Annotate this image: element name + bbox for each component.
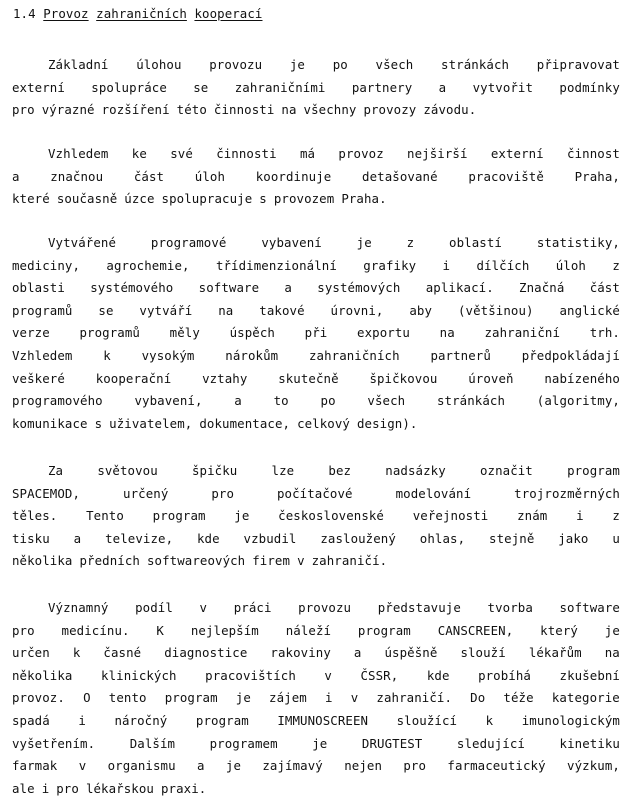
text-line [12, 687, 620, 709]
word: závodu. [423, 102, 477, 118]
word: Do [470, 690, 486, 706]
word: vybavení, [134, 393, 203, 409]
word: farmak [12, 758, 58, 774]
word: Dalším [129, 735, 176, 751]
word: zahraničními [234, 79, 326, 95]
word: Značná [519, 280, 565, 296]
word: softwareových [146, 553, 246, 569]
word: počítačové [277, 485, 353, 501]
text-line [12, 778, 206, 800]
text-line [48, 143, 620, 165]
word: předních [79, 553, 140, 569]
word: i [576, 508, 584, 524]
word: spolupracuje [161, 191, 253, 207]
word: vybavení [261, 235, 322, 250]
word: a [234, 393, 242, 409]
word: úlohou [136, 57, 182, 72]
word: i [442, 257, 451, 273]
word: všech [375, 57, 414, 72]
word: komunikace [12, 415, 88, 431]
word: zajímavý [262, 758, 323, 774]
text-line [12, 368, 620, 390]
word: partnery [351, 79, 413, 95]
text-line [12, 390, 620, 412]
word: program [357, 622, 411, 638]
word: farmaceutický [447, 758, 546, 774]
section-heading [13, 6, 263, 21]
word: diagnostice [164, 645, 248, 661]
word: program [567, 463, 620, 478]
word: design). [356, 415, 418, 431]
text-line [12, 483, 620, 505]
word: nejširší [407, 146, 468, 161]
word: kooperační [95, 370, 172, 386]
word: současně [56, 191, 118, 207]
word: i [78, 713, 86, 728]
word: pro [403, 758, 427, 774]
text-line [48, 597, 620, 619]
word: stejně [489, 530, 535, 546]
text-line [48, 460, 620, 482]
text-line [12, 77, 620, 99]
word: těles. [12, 508, 58, 524]
text-line [12, 322, 620, 344]
word: úrovni, [330, 302, 384, 318]
word: část [589, 280, 620, 296]
word: je [235, 690, 251, 706]
word: externí [12, 79, 65, 95]
word: ale [12, 780, 35, 796]
word: úroveň [468, 370, 514, 386]
word: z [406, 235, 415, 250]
word: časné [103, 645, 142, 661]
word: ohlas, [419, 530, 466, 546]
word: u [612, 530, 620, 546]
section-number: 1.4 [13, 6, 36, 21]
word: O [83, 690, 91, 706]
word: dílčích [476, 257, 530, 273]
word: praxi. [160, 780, 207, 796]
word: vytváří [139, 302, 193, 318]
word: Významný [48, 600, 109, 615]
word: trojrozměrných [514, 485, 620, 501]
word: celkový [297, 415, 350, 431]
text-line [12, 99, 476, 121]
word: programové [150, 235, 227, 250]
word: z [612, 257, 620, 273]
word: provoz [338, 146, 384, 161]
word: je [289, 57, 305, 72]
word: nejlepším [190, 622, 259, 638]
text-line [12, 710, 620, 732]
word: programem [209, 735, 278, 751]
word: programového [12, 393, 103, 409]
word: zahraniční [484, 325, 561, 341]
word: podíl [135, 600, 173, 615]
text-line [12, 642, 620, 664]
word: špičkovou [369, 370, 438, 386]
word: při [304, 325, 328, 341]
word: tvorba [487, 600, 533, 615]
word: špičku [191, 463, 238, 478]
word: skutečně [278, 370, 339, 386]
word: uživatelem, [109, 415, 193, 431]
word: sledující [456, 735, 525, 751]
word: nejen [344, 758, 383, 774]
word: koordinuje [255, 168, 332, 184]
word: část [133, 168, 165, 184]
word: modelování [395, 485, 472, 501]
word: program [152, 508, 206, 524]
word: systémových [317, 280, 401, 296]
word: po [320, 393, 336, 409]
word: je [225, 758, 242, 774]
word: CANSCREEN, [437, 622, 514, 638]
word: podmínky [559, 79, 620, 95]
word: označit [479, 463, 533, 478]
word: úspěšně [384, 645, 438, 661]
word: se [193, 79, 209, 95]
word: činnosti [216, 146, 277, 161]
word: na [218, 302, 234, 318]
word: pro [211, 485, 235, 501]
word: československé [278, 508, 384, 524]
word: trh. [589, 325, 620, 341]
word: Základní [48, 57, 109, 72]
word: práci [233, 600, 272, 615]
word: zahraničních [308, 348, 400, 363]
word: software [559, 600, 620, 615]
word: slouží [460, 645, 506, 661]
word: všech [367, 393, 406, 409]
word: Vzhledem [48, 146, 109, 161]
text-line [12, 166, 620, 188]
word: lze [271, 463, 295, 478]
word: tisku [12, 530, 50, 546]
text-line [12, 300, 620, 322]
word: značnou [50, 168, 104, 184]
word: grafiky [363, 257, 417, 273]
word: (většinou) [457, 302, 534, 318]
word: to [273, 393, 289, 409]
word: zkušební [559, 667, 620, 683]
word: vytvořit [472, 79, 534, 95]
word: které [12, 191, 50, 207]
word: Praha, [574, 168, 620, 184]
word: aplikací. [425, 280, 494, 296]
word: stránkách [436, 393, 506, 409]
word: zahraničí. [311, 553, 388, 569]
word: a [12, 168, 20, 184]
word: i [41, 780, 50, 796]
word: kategorie [551, 690, 620, 706]
text-line [12, 550, 387, 572]
word: agrochemie, [106, 257, 190, 273]
word: Tento [86, 508, 124, 524]
text-line [12, 413, 417, 435]
word: ke [131, 146, 147, 161]
word: dokumentace, [199, 415, 291, 431]
word: po [332, 57, 348, 72]
word: DRUGTEST [361, 735, 423, 751]
text-line [12, 345, 620, 367]
word: v [297, 553, 305, 569]
word: program [195, 713, 249, 728]
word: měly [169, 325, 200, 341]
word: své [170, 146, 193, 161]
word: provozem [273, 191, 335, 207]
word: nabízeného [544, 370, 620, 386]
word: vztahy [202, 370, 248, 386]
word: výzkum, [567, 758, 620, 774]
text-line [12, 665, 620, 687]
word: úspěch [229, 325, 275, 341]
word: nadsázky [385, 463, 446, 478]
word: náleží [285, 622, 332, 638]
word: jako [558, 530, 589, 546]
section-title-word: kooperací [194, 6, 263, 21]
text-line [12, 255, 620, 277]
word: pracovištích [205, 667, 296, 683]
word: ČSSR, [360, 667, 399, 683]
word: mediciny, [12, 257, 81, 273]
word: světovou [97, 463, 158, 478]
word: Vzhledem [12, 348, 73, 363]
word: určen [12, 645, 50, 661]
word: výrazné [41, 102, 95, 118]
text-line [48, 54, 620, 76]
word: exportu [357, 325, 410, 341]
word: systémového [90, 280, 174, 296]
word: několika [12, 667, 73, 683]
word: této [176, 102, 207, 118]
word: probíhá [478, 667, 531, 683]
word: k [485, 713, 494, 728]
word: v [350, 690, 359, 706]
word: náročný [114, 713, 168, 728]
word: a [438, 79, 447, 95]
word: bez [328, 463, 352, 478]
word: v [78, 758, 87, 774]
word: znám [517, 508, 548, 524]
word: se [98, 302, 114, 318]
word: k [72, 645, 81, 661]
word: externí [490, 146, 544, 161]
word: má [299, 146, 316, 161]
word: kinetiku [559, 735, 620, 751]
word: anglické [559, 302, 620, 318]
word: úzce [124, 191, 155, 207]
word: sloužící [396, 713, 458, 728]
word: K [156, 622, 164, 638]
word: je [312, 735, 328, 751]
word: a [197, 758, 205, 774]
section-title-word: zahraničních [96, 6, 187, 21]
word: a [284, 280, 292, 296]
word: třídimenzionální [215, 257, 337, 273]
word: provozu [209, 57, 263, 72]
word: téže [503, 690, 534, 706]
word: určený [123, 485, 169, 501]
word: IMMUNOSCREEN [277, 713, 369, 728]
word: veřejnosti [412, 508, 489, 524]
word: Vytvářené [48, 235, 117, 250]
word: předpokládají [521, 348, 620, 363]
word: firem [252, 553, 291, 569]
text-line [12, 188, 387, 210]
word: úloh [555, 257, 586, 273]
word: detašované [362, 168, 438, 184]
word: představuje [377, 600, 461, 615]
text-line [12, 733, 620, 755]
word: v [199, 600, 208, 615]
word: s [259, 191, 267, 207]
word: na [604, 645, 620, 661]
text-line [12, 277, 620, 299]
word: statistiky, [536, 235, 620, 250]
text-line [12, 755, 620, 777]
section-title-word: Provoz [43, 6, 89, 21]
word: zasloužený [320, 530, 396, 546]
word: pro [56, 780, 79, 796]
word: Praha. [341, 191, 387, 207]
word: je [356, 235, 372, 250]
word: na [439, 325, 455, 341]
word: tento [108, 690, 147, 706]
word: verze [12, 325, 50, 341]
word: je [604, 622, 620, 638]
word: oblasti [12, 280, 65, 296]
word: medicínu. [61, 622, 130, 638]
word: SPACEMOD, [12, 485, 81, 501]
word: je [234, 508, 250, 524]
word: spadá [12, 713, 50, 728]
text-line [12, 528, 620, 550]
word: činnosti [213, 102, 275, 118]
word: stránkách [441, 57, 510, 72]
word: provozu [298, 600, 352, 615]
word: programů [79, 325, 140, 341]
word: na [281, 102, 297, 118]
word: všechny [303, 102, 357, 118]
word: vysokým [141, 348, 195, 363]
word: z [612, 508, 620, 524]
word: vyšetřením. [12, 735, 96, 751]
word: programů [12, 302, 73, 318]
word: v [324, 667, 332, 683]
word: aby [409, 302, 433, 318]
word: připravovat [536, 57, 620, 72]
word: pro [12, 102, 35, 118]
word: několika [12, 553, 73, 569]
word: nárokům [225, 348, 279, 363]
word: rakoviny [270, 645, 331, 661]
word: který [540, 622, 578, 638]
word: a [353, 645, 362, 661]
word: lékařskou [85, 780, 154, 796]
word: imunologickým [521, 713, 620, 728]
word: i [325, 690, 333, 706]
word: pro [12, 622, 35, 638]
word: spolupráce [91, 79, 167, 95]
word: provoz. [12, 690, 65, 706]
word: pracoviště [468, 168, 544, 184]
word: k [103, 348, 111, 363]
word: kde [197, 530, 220, 546]
word: program [164, 690, 218, 706]
word: televize, [105, 530, 174, 546]
word: úloh [194, 168, 226, 184]
word: partnerů [430, 348, 491, 363]
word: veškeré [12, 370, 65, 386]
word: a [73, 530, 82, 546]
word: klinických [101, 667, 177, 683]
word: činnost [567, 146, 620, 161]
word: s [94, 415, 103, 431]
word: kde [426, 667, 450, 683]
word: zahraničí. [376, 690, 453, 706]
word: provozy [363, 102, 417, 118]
text-line [12, 620, 620, 642]
word: takové [259, 302, 305, 318]
word: vzbudil [243, 530, 297, 546]
word: software [198, 280, 260, 296]
word: oblastí [449, 235, 502, 250]
word: organismu [107, 758, 176, 774]
word: lékařům [528, 645, 582, 661]
text-line [48, 232, 620, 254]
word: zájem [269, 690, 307, 706]
word: (algoritmy, [536, 393, 620, 409]
word: rozšíření [101, 102, 170, 118]
text-line [12, 505, 620, 527]
word: Za [48, 463, 64, 478]
